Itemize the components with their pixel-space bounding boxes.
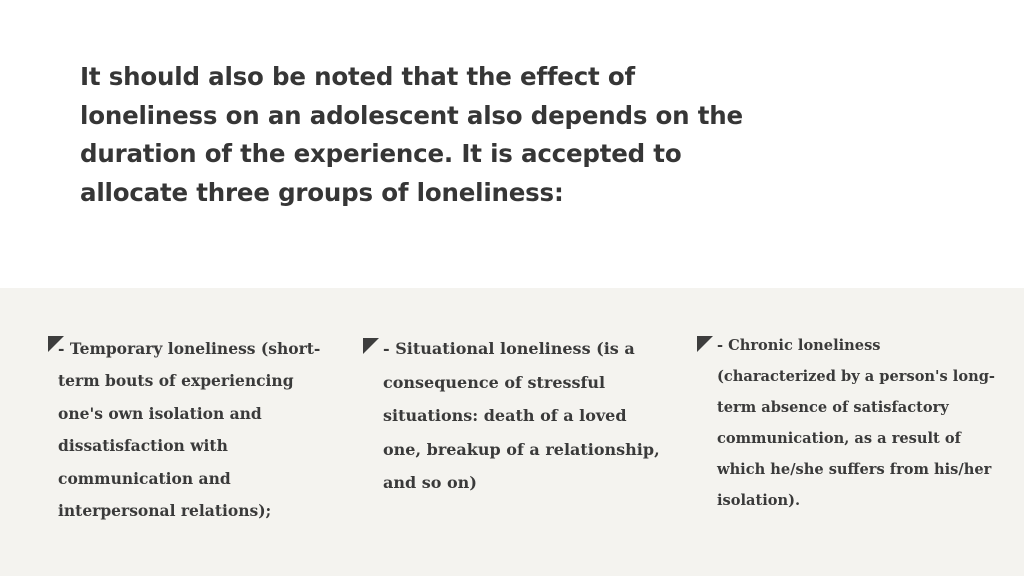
group-description: - Situational loneliness (is a consequence of stressful situations: death of a loved one, breakup of a relationship, and so on) <box>383 339 660 492</box>
loneliness-group-situational <box>363 338 663 500</box>
group-description: - Chronic loneliness (characterized by a person's long-term absence of satisfactory communication, as a result of which he/she suffers from his/her isolation). <box>717 337 995 509</box>
triangle-marker-icon <box>697 336 713 352</box>
loneliness-group-chronic <box>697 336 997 516</box>
triangle-marker-icon <box>48 336 64 352</box>
slide-heading: It should also be noted that the effect of loneliness on an adolescent also depends on the duration of the experience. It is accepted to allocate three groups of loneliness: <box>80 62 743 207</box>
triangle-marker-icon <box>363 338 379 354</box>
group-description: - Temporary loneliness (short-term bouts of experiencing one's own isolation and dissatisfaction with communication and interpersonal relations); <box>58 339 321 521</box>
loneliness-group-temporary <box>48 336 338 527</box>
